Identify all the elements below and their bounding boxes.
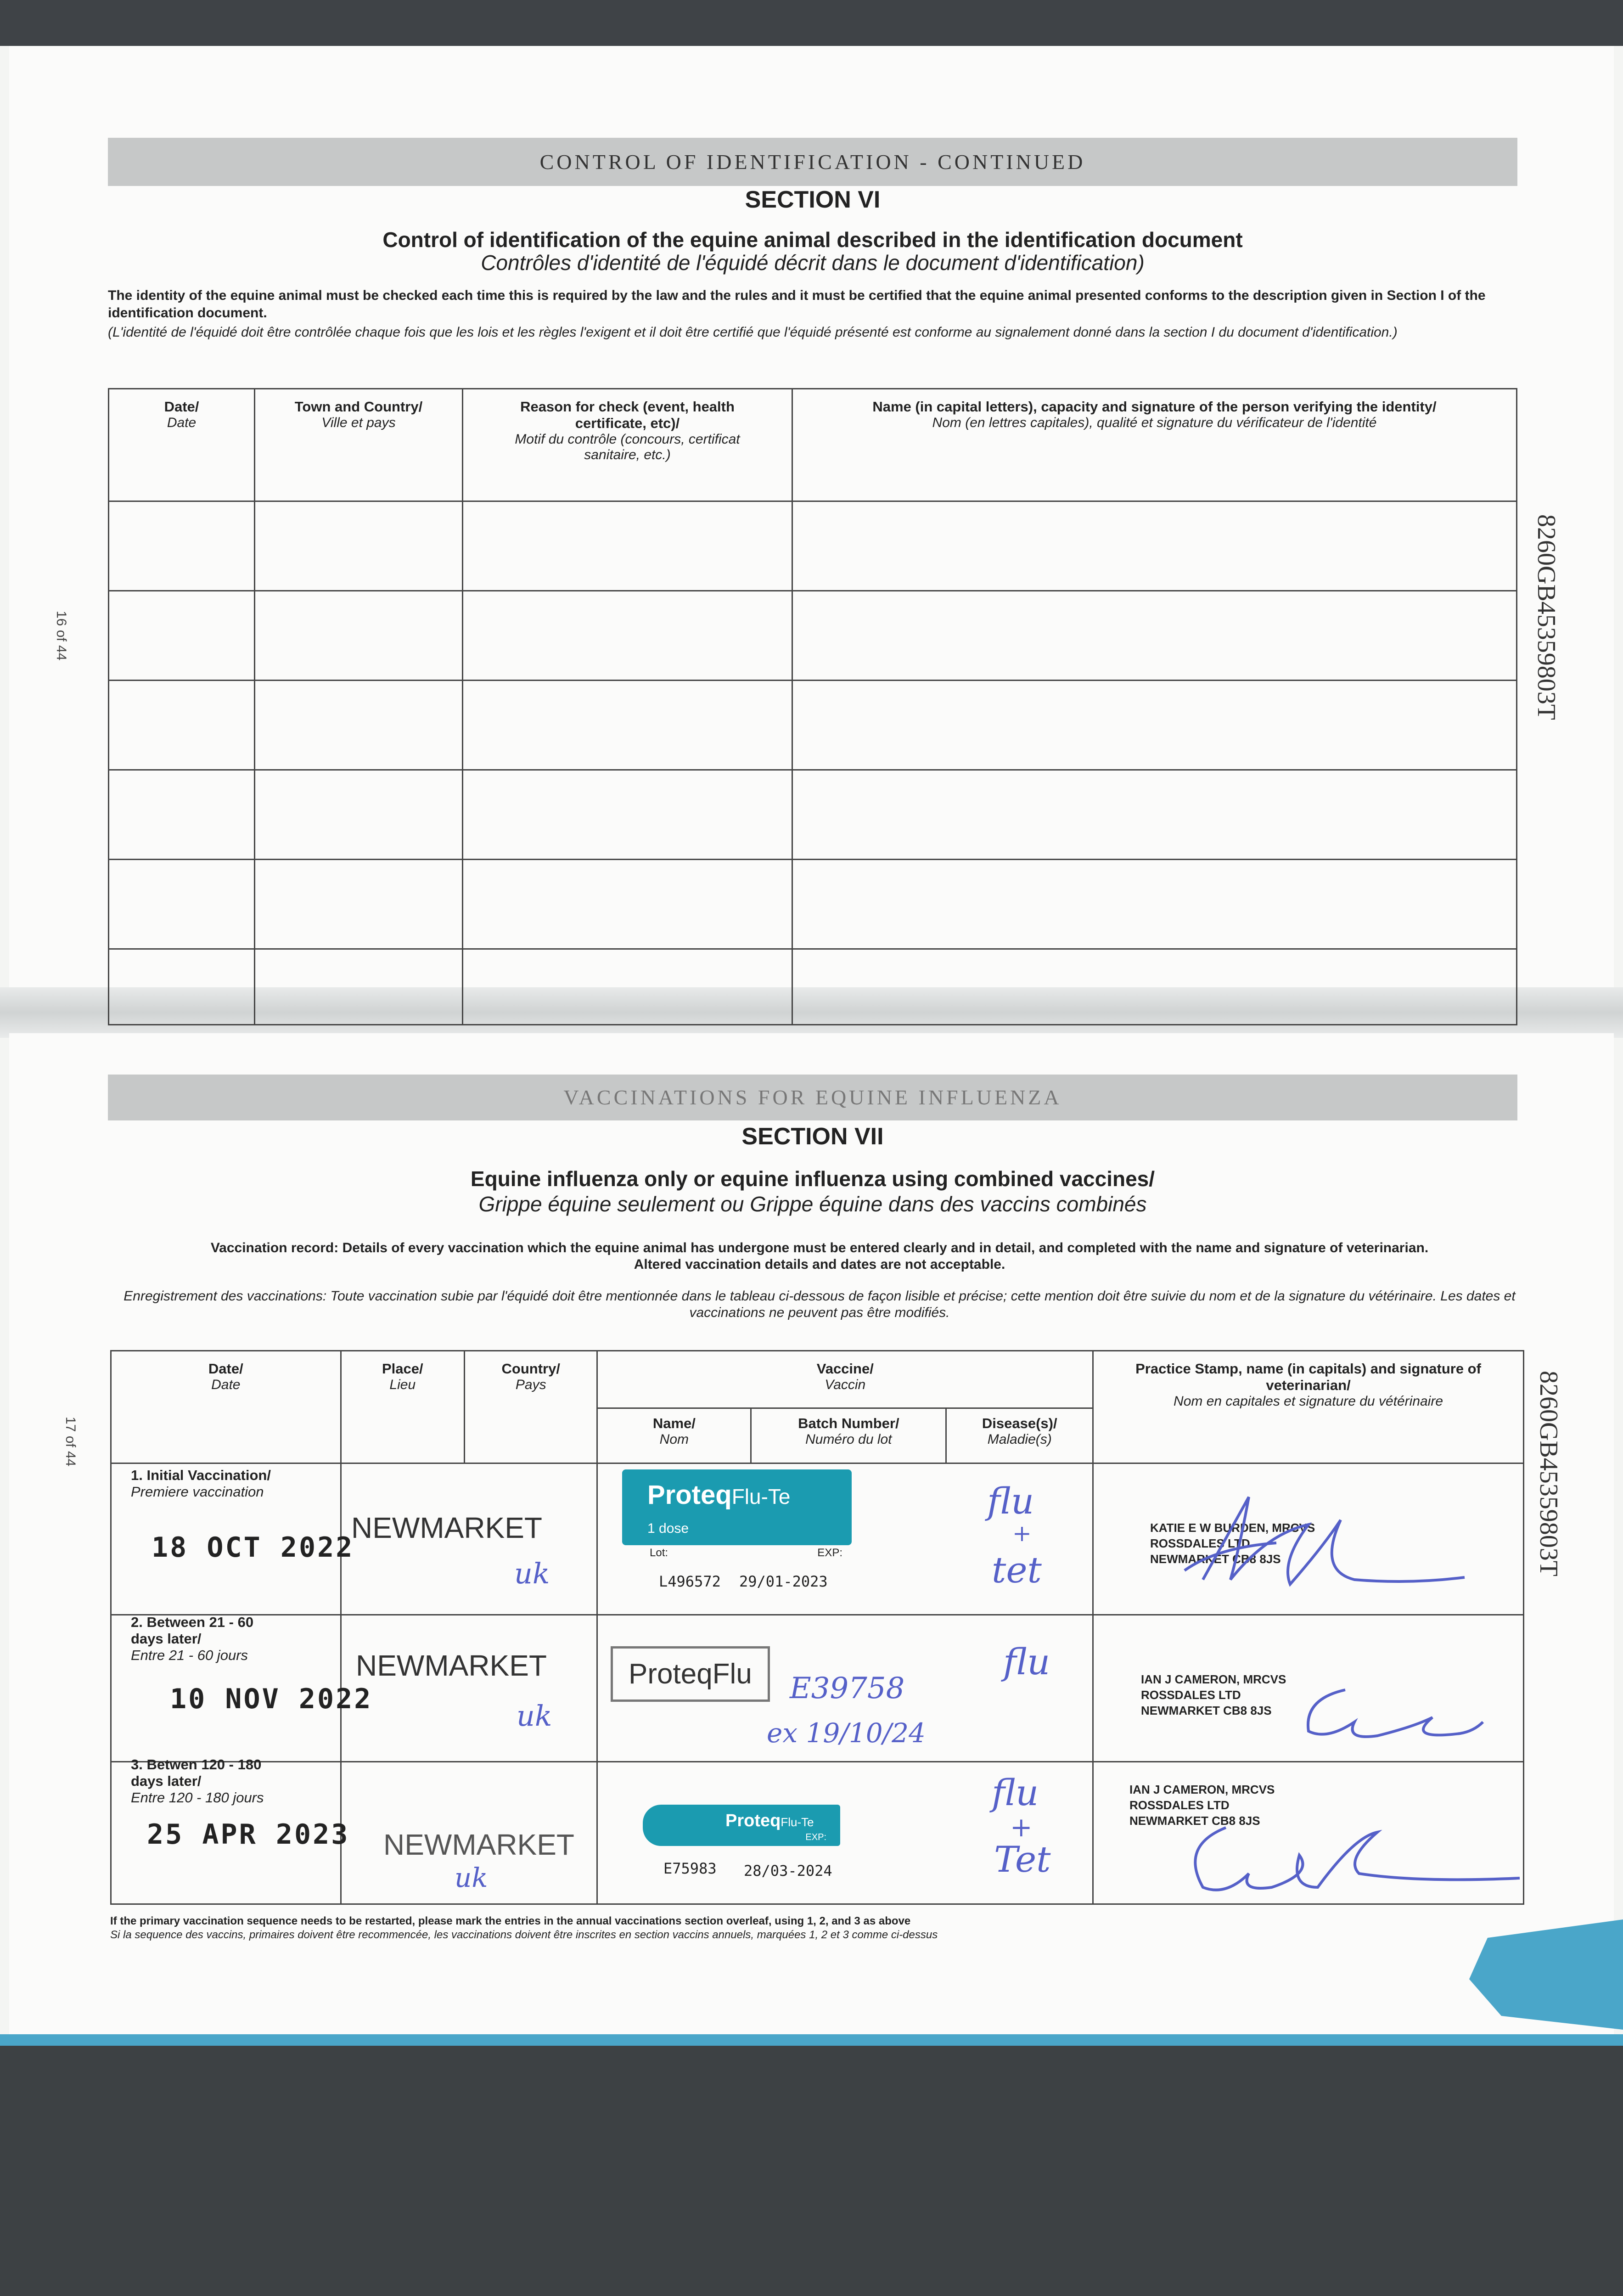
row-2-batch-written: E39758 — [790, 1671, 905, 1705]
col-batch-header: Batch Number/ Numéro du lot — [751, 1408, 946, 1463]
row-2-place-stamp: NEWMARKET — [356, 1649, 547, 1682]
row-3-country: uk — [455, 1862, 488, 1893]
page-number-17: 17 of 44 — [63, 1417, 78, 1467]
row-1-place-stamp: NEWMARKET — [351, 1511, 542, 1544]
row-2-label: 2. Between 21 - 60 days later/ Entre 21 - 60 jours — [131, 1614, 254, 1663]
row-2-country: uk — [517, 1699, 552, 1733]
row-3-batch: E75983 — [663, 1860, 717, 1877]
row-3-place-stamp: NEWMARKET — [383, 1828, 574, 1861]
vaccine-brand: Proteq — [725, 1811, 781, 1830]
page-tab-marker — [1451, 1910, 1623, 2034]
row-3-disease-1: flu — [992, 1773, 1039, 1814]
col-name-header: Name/ Nom — [597, 1408, 751, 1463]
table-row — [109, 591, 1517, 681]
section-vi-title-fr: Contrôles d'identité de l'équidé décrit dans le document d'identification) — [481, 251, 1145, 275]
table-row — [109, 770, 1517, 860]
row-1-date-stamp: 18 OCT 2022 — [152, 1531, 354, 1564]
col-vaccine-header: Vaccine/ Vaccin — [597, 1351, 1093, 1408]
scan-top-edge — [0, 0, 1623, 46]
row-2-date-stamp: 10 NOV 2022 — [170, 1683, 373, 1715]
row-3-vaccine-label: ProteqFlu-Te EXP: — [643, 1805, 840, 1846]
col-reason-header: Reason for check (event, health certificate, etc)/ Motif du contrôle (concours, certificat sanitaire, etc.) — [463, 389, 792, 501]
row-2-vet-stamp: IAN J CAMERON, MRCVS ROSSDALES LTD NEWMARKET CB8 8JS — [1141, 1672, 1286, 1717]
row-1-expiry: 29/01-2023 — [739, 1573, 828, 1590]
identification-check-table — [108, 388, 1517, 1025]
col-practice-header: Practice Stamp, name (in capitals) and signature of veterinarian/ Nom en capitales et signature du vétérinaire — [1093, 1351, 1524, 1463]
row-1-country: uk — [514, 1557, 550, 1590]
col-place-header: Place/ Lieu — [341, 1351, 464, 1463]
section-band-identification: CONTROL OF IDENTIFICATION - CONTINUED — [108, 138, 1517, 186]
scan-bottom-edge — [0, 2046, 1623, 2296]
section-vii-title-fr: Grippe équine seulement ou Grippe équine dans des vaccins combinés — [478, 1192, 1147, 1216]
row-1-disease-1: flu — [987, 1481, 1034, 1522]
row-3-label: 3. Betwen 120 - 180 days later/ Entre 120 - 180 jours — [131, 1756, 264, 1806]
row-3-disease-3: Tet — [994, 1839, 1051, 1880]
page-number-16: 16 of 44 — [54, 611, 69, 661]
row-2-expiry-written: ex 19/10/24 — [767, 1717, 926, 1749]
row-1-label: 1. Initial Vaccination/ Premiere vaccination — [131, 1467, 271, 1500]
row-1-vaccine-label: ProteqFlu-Te 1 dose — [622, 1469, 852, 1545]
row-3-disease-2: + — [1010, 1812, 1033, 1843]
section-vii-heading: SECTION VII — [741, 1123, 884, 1150]
row-2-vet-signature — [1276, 1671, 1488, 1750]
document-id-lower: 8260GB45359803T — [1534, 1371, 1563, 1576]
col-date-header: Date/ Date — [109, 389, 255, 501]
row-3-date-stamp: 25 APR 2023 — [147, 1818, 350, 1851]
row-1-vet-stamp: KATIE E W BURDEN, MRCVS ROSSDALES LTD NEWMARKET CB8 8JS — [1150, 1521, 1315, 1566]
row-3-vet-signature — [1162, 1818, 1529, 1910]
row-1-disease-2: + — [1012, 1520, 1032, 1547]
vaccination-record-en: Vaccination record: Details of every vaccination which the equine animal has undergone must be entered clearly and in detail, and completed with the name and signature of veterinarian. Altered vaccination details and dates are not acceptable. — [210, 1240, 1429, 1272]
row-1-disease-3: tet — [992, 1550, 1042, 1591]
row-3-vet-stamp: IAN J CAMERON, MRCVS ROSSDALES LTD NEWMARKET CB8 8JS — [1129, 1783, 1275, 1828]
footnote-en: If the primary vaccination sequence needs to be restarted, please mark the entries in the annual vaccinations section overleaf, using 1, 2, and 3 as above — [110, 1915, 911, 1927]
section-vii-title-en: Equine influenza only or equine influenza using combined vaccines/ — [470, 1167, 1155, 1191]
document-id-upper: 8260GB45359803T — [1532, 514, 1561, 720]
row-1-lot-exp-labels: Lot: EXP: — [650, 1547, 842, 1559]
table-row — [109, 681, 1517, 770]
row-2-disease-1: flu — [1003, 1642, 1050, 1683]
table-row — [109, 860, 1517, 949]
section-vi-title-en: Control of identification of the equine animal described in the identification document — [382, 228, 1243, 252]
section-vi-intro-fr: (L'identité de l'équidé doit être contrôlée chaque fois que les lois et les règles l'exigent et il doit être certifié que l'équidé présenté est conforme au signalement donné dans la section I du document d'identification.) — [108, 325, 1398, 340]
col-disease-header: Disease(s)/ Maladie(s) — [946, 1408, 1093, 1463]
col-date-header: Date/ Date — [111, 1351, 341, 1463]
row-1-vet-signature — [1171, 1469, 1483, 1607]
row-2-vaccine-stamp: ProteqFlu — [611, 1646, 770, 1702]
col-country-header: Country/ Pays — [464, 1351, 597, 1463]
section-vi-intro-en: The identity of the equine animal must be checked each time this is required by the law and the rules and it must be certified that the equine animal presented conforms to the description given in Section I of the identification document. — [108, 288, 1486, 321]
col-town-header: Town and Country/ Ville et pays — [255, 389, 463, 501]
row-3-expiry: 28/03-2024 — [744, 1862, 832, 1880]
section-band-vaccinations: VACCINATIONS FOR EQUINE INFLUENZA — [108, 1075, 1517, 1120]
vaccine-brand: Proteq — [647, 1480, 732, 1510]
vaccination-record-fr: Enregistrement des vaccinations: Toute vaccination subie par l'équidé doit être mentionnée dans le tableau ci-dessous de façon lisible et précise; cette mention doit être suivie du nom et de la signature du vétérinaire. Les dates et vaccinations ne peuvent pas être modifiés. — [124, 1289, 1516, 1320]
footnote-fr: Si la sequence des vaccins, primaires doivent être recommencée, les vaccinations doivent être inscrites en section vaccins annuels, marquées 1, 2 et 3 comme ci-dessus — [110, 1929, 938, 1941]
table-row — [109, 501, 1517, 591]
col-verifier-header: Name (in capital letters), capacity and signature of the person verifying the identity/ Nom (en lettres capitales), qualité et signature du vérificateur de l'identité — [792, 389, 1517, 501]
row-1-batch: L496572 — [659, 1573, 721, 1590]
section-vi-heading: SECTION VI — [745, 186, 881, 213]
table-row — [109, 949, 1517, 1025]
